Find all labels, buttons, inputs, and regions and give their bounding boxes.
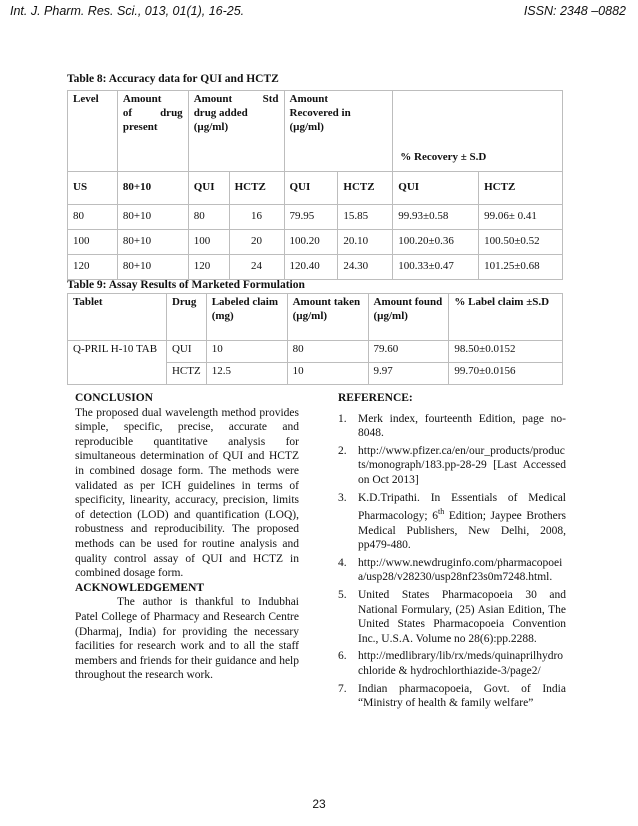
issn: ISSN: 2348 –0882 bbox=[523, 4, 626, 18]
sub-col: HCTZ bbox=[229, 172, 284, 205]
table-cell: 24.30 bbox=[338, 255, 393, 280]
th-percent-recovery: % Recovery ± S.D bbox=[393, 91, 563, 172]
sub-col: 80+10 bbox=[117, 172, 188, 205]
table8-accuracy bbox=[67, 90, 563, 280]
table-cell: 12.5 bbox=[206, 363, 287, 385]
th-amount-found: Amount found (µg/ml) bbox=[368, 294, 449, 341]
journal-citation: Int. J. Pharm. Res. Sci., 013, 01(1), 16-25. bbox=[10, 4, 245, 18]
left-column bbox=[75, 391, 299, 683]
table-cell: 100 bbox=[188, 230, 229, 255]
reference-item: 1. Merk index, fourteenth Edition, page no- 8048. bbox=[338, 412, 566, 440]
sub-col: HCTZ bbox=[338, 172, 393, 205]
table-row bbox=[68, 230, 563, 255]
table-cell: 120 bbox=[188, 255, 229, 280]
reference-item: 6. http://medlibrary/lib/rx/meds/quinaprilhydrochloride & hydrochlorthiazide-3/page2/ bbox=[338, 650, 564, 677]
table-cell: 99.06± 0.41 bbox=[479, 205, 563, 230]
reference-item: 3. K.D.Tripathi. In Essentials of Medical Pharmacology; 6th Edition; Jaypee Brothers Medical Publishers, New Delhi, 2008, pp479-480. bbox=[338, 491, 566, 552]
acknowledgement-text: The author is thankful to Indubhai Patel College of Pharmacy and Research Centre (Dharmaj, India) for providing the necessary facilities for research work and to all the staff members and friends for their guidance and help throughout the research work. bbox=[75, 596, 299, 682]
table9-header-row bbox=[68, 294, 563, 341]
table-cell: 100.20±0.36 bbox=[393, 230, 479, 255]
table-row bbox=[68, 255, 563, 280]
table-cell: 9.97 bbox=[368, 363, 449, 385]
table-cell: 15.85 bbox=[338, 205, 393, 230]
references-column bbox=[338, 391, 566, 714]
table-row bbox=[68, 341, 563, 363]
table-cell: 79.95 bbox=[284, 205, 338, 230]
reference-item: 7. Indian pharmacopoeia, Govt. of India “Ministry of health & family welfare” bbox=[338, 682, 566, 710]
table-cell: 80+10 bbox=[117, 255, 188, 280]
th-tablet: Tablet bbox=[68, 294, 167, 341]
page-number: 23 bbox=[312, 797, 326, 811]
sub-col: QUI bbox=[188, 172, 229, 205]
table-cell: 20.10 bbox=[338, 230, 393, 255]
conclusion-text: The proposed dual wavelength method provides simple, specific, precise, accurate and reproducible quantitative analysis for simultaneous determination of QUI and HCTZ in combined dosage form. The methods were validated as per ICH guidelines in terms of specificity, linearity, accuracy, precision, limits of detection (LOD) and quantification (LOQ), robustness and reproducibility. The proposed methods can be used for routine analysis and quality control assay of QUI and HCTZ in combined dosage form. bbox=[75, 406, 299, 580]
th-amount-added: Amount Std drug added (µg/ml) bbox=[188, 91, 284, 172]
table-cell: QUI bbox=[166, 341, 206, 363]
th-drug: Drug bbox=[166, 294, 206, 341]
table-cell: HCTZ bbox=[166, 363, 206, 385]
table-cell: 120 bbox=[68, 255, 118, 280]
table-cell: 101.25±0.68 bbox=[479, 255, 563, 280]
table-cell: 16 bbox=[229, 205, 284, 230]
table-cell: 100 bbox=[68, 230, 118, 255]
table-row bbox=[68, 205, 563, 230]
table-cell: 79.60 bbox=[368, 341, 449, 363]
table8-caption: Table 8: Accuracy data for QUI and HCTZ bbox=[67, 73, 279, 85]
reference-item: 2. http://www.pfizer.ca/en/our_products/products/monograph/183.pp-28-29 [Last Accessed on Oct 2013] bbox=[338, 444, 566, 486]
table-cell: 100.20 bbox=[284, 230, 338, 255]
sub-col: HCTZ bbox=[479, 172, 563, 205]
sub-col: US bbox=[68, 172, 118, 205]
acknowledgement-heading: ACKNOWLEDGEMENT bbox=[75, 581, 205, 594]
table-cell: 80+10 bbox=[117, 205, 188, 230]
table-cell: 99.70±0.0156 bbox=[449, 363, 563, 385]
th-amount-present: Amount of drug present bbox=[117, 91, 188, 172]
table8-header-row bbox=[68, 91, 563, 172]
table-cell: 100.33±0.47 bbox=[393, 255, 479, 280]
sub-col: QUI bbox=[393, 172, 479, 205]
table-cell: 80 bbox=[287, 341, 368, 363]
th-amount-recovered: Amount Recovered in (µg/ml) bbox=[284, 91, 393, 172]
table-cell: 80 bbox=[188, 205, 229, 230]
reference-item: 4. http://www.newdruginfo.com/pharmacopoeia/usp28/v28230/usp28nf23s0m7248.html. bbox=[338, 556, 563, 584]
th-labeled-claim: Labeled claim (mg) bbox=[206, 294, 287, 341]
table-cell: 99.93±0.58 bbox=[393, 205, 479, 230]
table9-caption: Table 9: Assay Results of Marketed Formulation bbox=[67, 279, 305, 291]
references-heading: REFERENCE: bbox=[338, 392, 413, 404]
table-cell: 20 bbox=[229, 230, 284, 255]
sub-col: QUI bbox=[284, 172, 338, 205]
table-cell: 100.50±0.52 bbox=[479, 230, 563, 255]
table8-subheader-row bbox=[68, 172, 563, 205]
table9-assay bbox=[67, 293, 563, 385]
reference-item: 5. United States Pharmacopoeia 30 and National Formulary, (25) Asian Edition, The United States Pharmacopoeia Convention Inc., U.S.A. Volume no 28(6):pp.2288. bbox=[338, 588, 566, 645]
th-level: Level bbox=[68, 91, 118, 172]
reference-list bbox=[338, 412, 566, 711]
table-cell: 80+10 bbox=[117, 230, 188, 255]
th-amount-taken: Amount taken (µg/ml) bbox=[287, 294, 368, 341]
table-cell: 10 bbox=[287, 363, 368, 385]
table-cell: 98.50±0.0152 bbox=[449, 341, 563, 363]
table-cell: 10 bbox=[206, 341, 287, 363]
table-cell: 24 bbox=[229, 255, 284, 280]
table-cell: 80 bbox=[68, 205, 118, 230]
table-cell: 120.40 bbox=[284, 255, 338, 280]
tablet-name: Q-PRIL H-10 TAB bbox=[68, 341, 167, 385]
conclusion-heading: CONCLUSION bbox=[75, 392, 153, 404]
th-label-claim: % Label claim ±S.D bbox=[449, 294, 563, 341]
